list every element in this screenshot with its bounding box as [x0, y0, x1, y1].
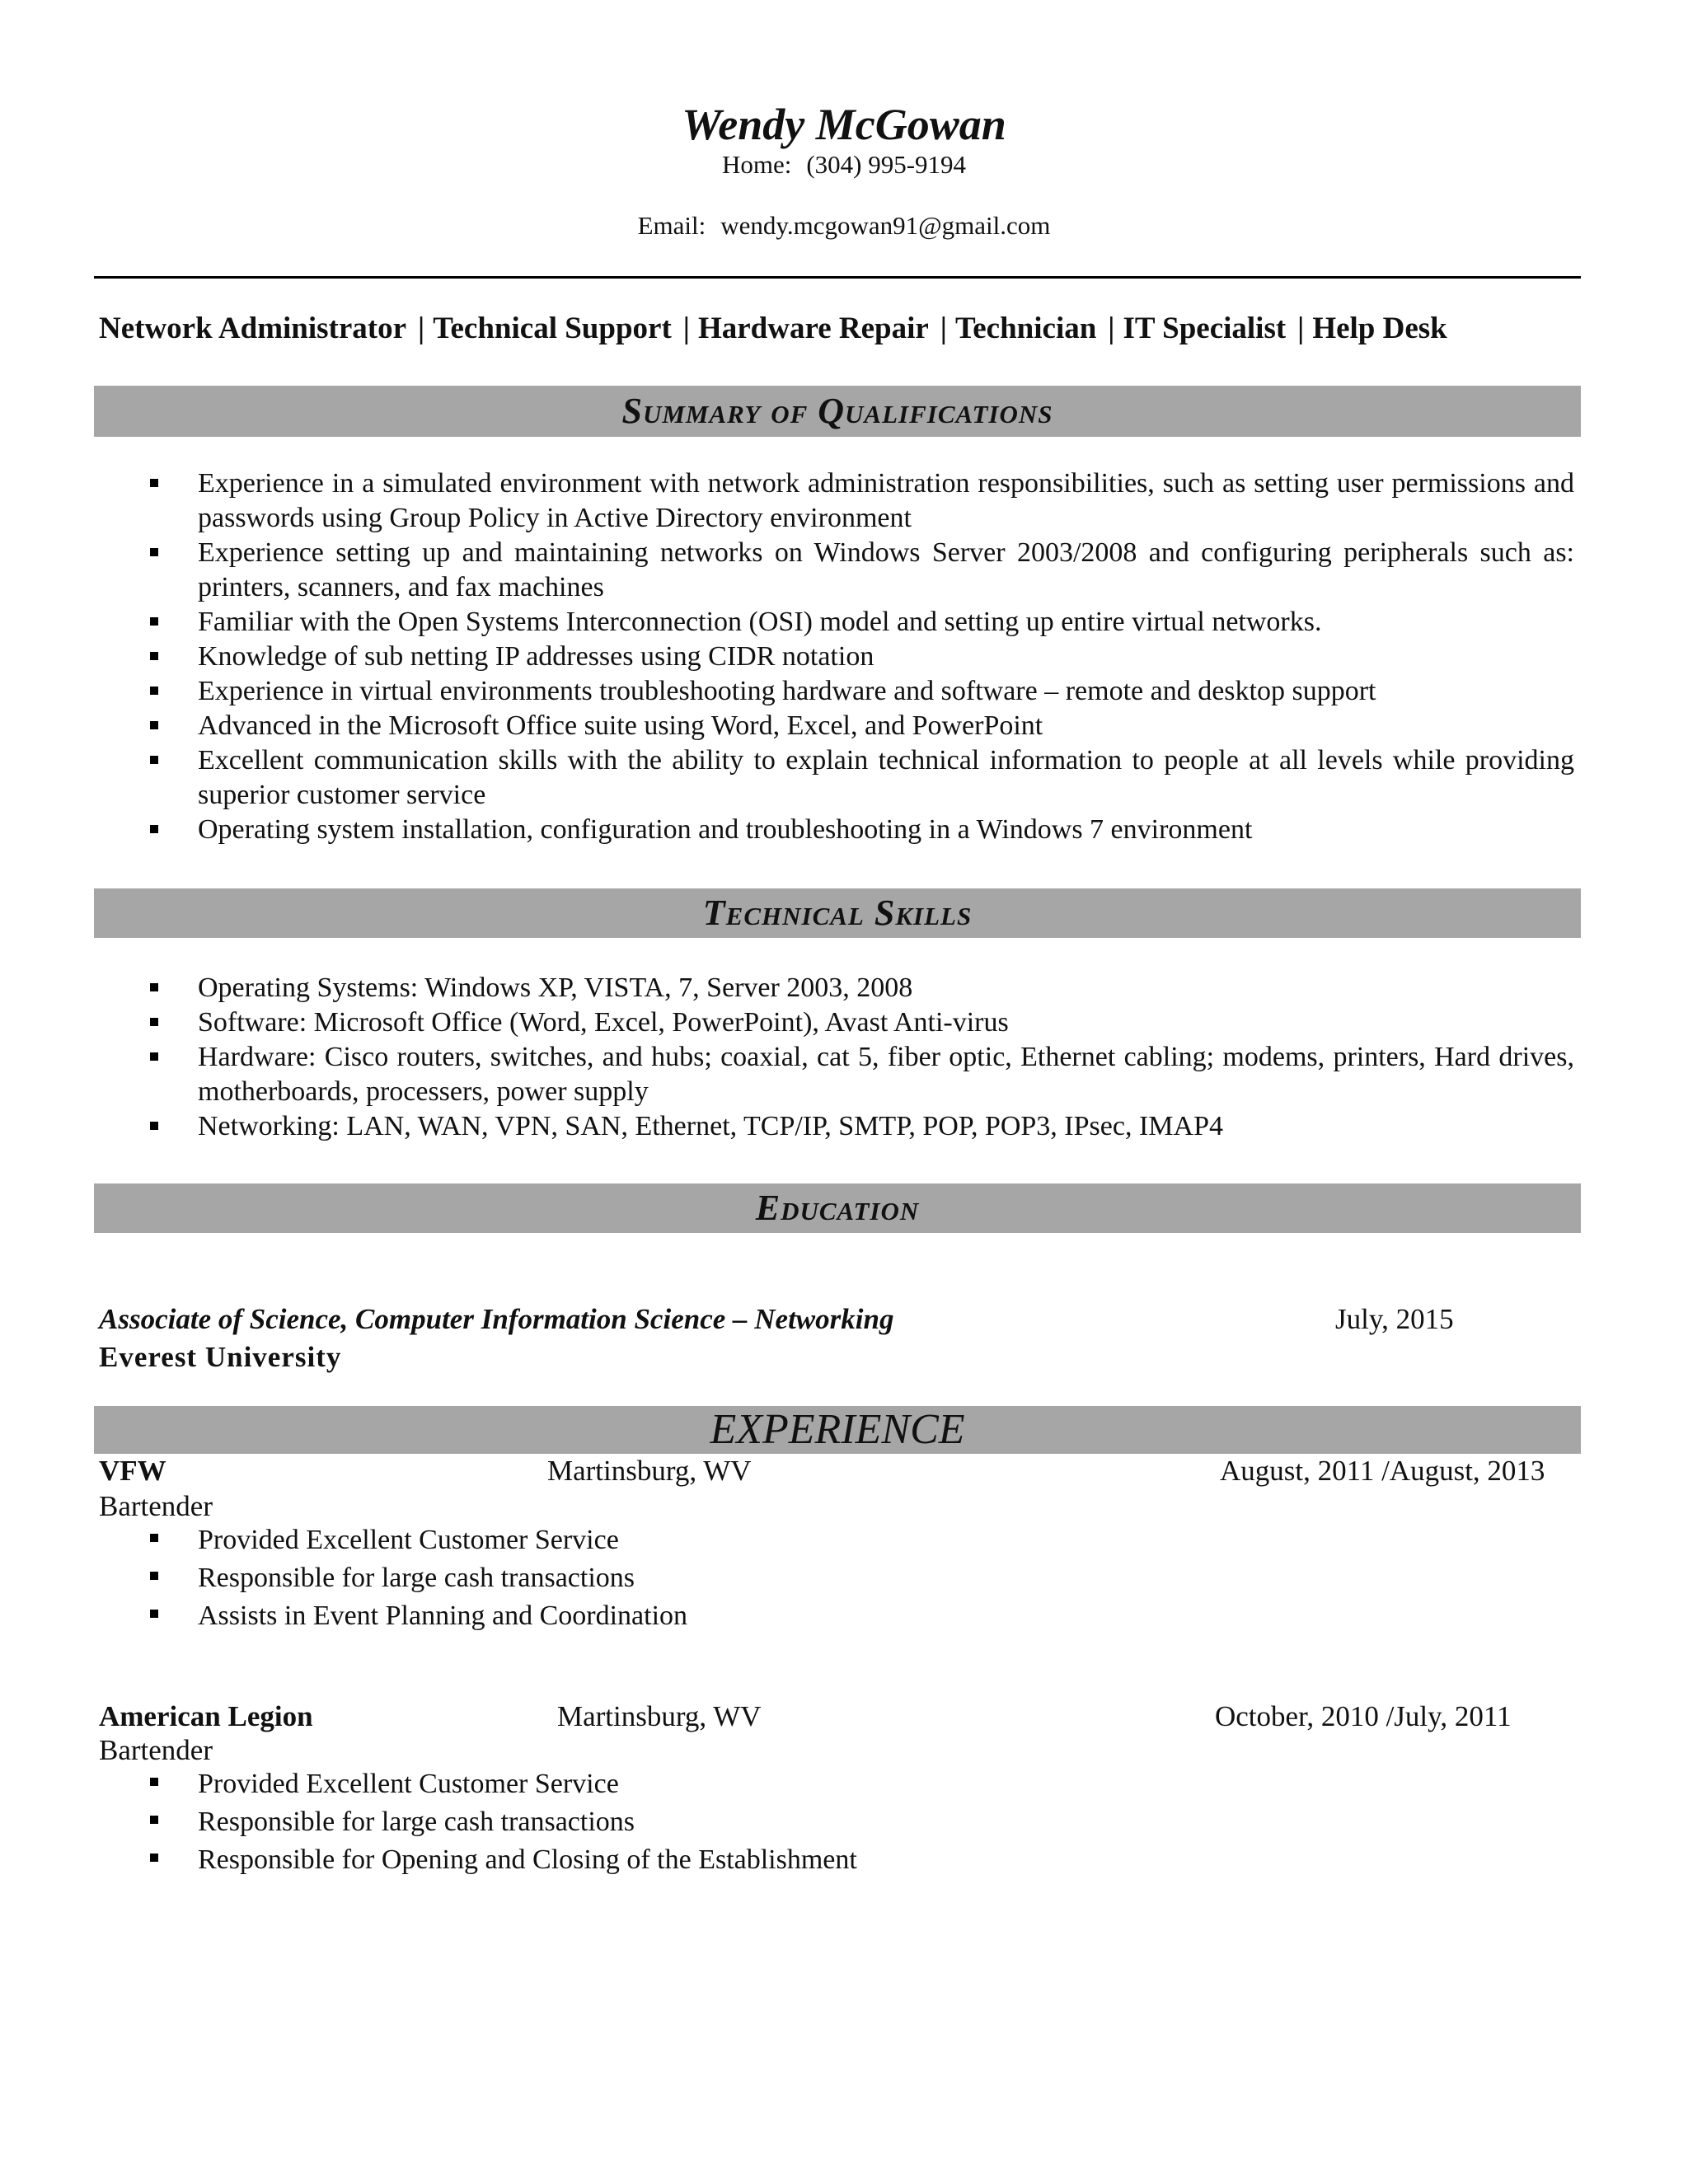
list-item: Operating system installation, configuration and troubleshooting in a Windows 7 environment — [99, 813, 1574, 847]
education-school: Everest University — [99, 1341, 342, 1373]
job-duties-list — [99, 1521, 1574, 1635]
title-separator: | — [1108, 312, 1115, 345]
job-duties-list — [99, 1765, 1574, 1879]
list-item: Advanced in the Microsoft Office suite using Word, Excel, and PowerPoint — [99, 709, 1574, 743]
list-item: Experience in virtual environments troubleshooting hardware and software – remote and desktop support — [99, 674, 1574, 709]
list-item: Hardware: Cisco routers, switches, and hubs; coaxial, cat 5, fiber optic, Ethernet cabling; modems, printers, Hard drives, motherboards, processers, power supply — [99, 1040, 1574, 1109]
square-bullet-icon — [150, 1122, 158, 1130]
job-header — [0, 1452, 1688, 1490]
list-item: Knowledge of sub netting IP addresses using CIDR notation — [99, 640, 1574, 674]
phone-label: Home: — [721, 150, 792, 179]
square-bullet-icon — [150, 1534, 158, 1542]
list-item: Experience setting up and maintaining networks on Windows Server 2003/2008 and configuring peripherals such as: printers, scanners, and fax machines — [99, 536, 1574, 605]
list-item: Assists in Event Planning and Coordination — [99, 1597, 1574, 1635]
list-item: Experience in a simulated environment with network administration responsibilities, such as setting user permissions and passwords using Group Policy in Active Directory environment — [99, 466, 1574, 536]
square-bullet-icon — [150, 687, 158, 695]
header-divider — [94, 276, 1581, 279]
list-item: Provided Excellent Customer Service — [99, 1521, 1574, 1559]
list-item: Provided Excellent Customer Service — [99, 1765, 1574, 1803]
square-bullet-icon — [150, 1816, 158, 1824]
phone-number: (304) 995-9194 — [806, 150, 967, 179]
job-dates: August, 2011 /August, 2013 — [1220, 1455, 1545, 1487]
summary-list — [99, 466, 1574, 847]
title-item: Help Desk — [1312, 312, 1447, 345]
title-item: Technical Support — [433, 312, 672, 345]
square-bullet-icon — [150, 1572, 158, 1580]
square-bullet-icon — [150, 479, 158, 487]
title-separator: | — [418, 312, 425, 345]
phone-line — [0, 148, 1688, 181]
square-bullet-icon — [150, 1610, 158, 1618]
square-bullet-icon — [150, 652, 158, 660]
square-bullet-icon — [150, 825, 158, 833]
list-item: Responsible for Opening and Closing of the Establishment — [99, 1841, 1574, 1879]
list-item: Networking: LAN, WAN, VPN, SAN, Ethernet, TCP/IP, SMTP, POP, POP3, IPsec, IMAP4 — [99, 1109, 1574, 1144]
target-titles — [99, 308, 1582, 349]
section-heading-text: Technical Skills — [702, 893, 973, 933]
square-bullet-icon — [150, 983, 158, 991]
title-item: Technician — [954, 312, 1097, 345]
section-heading-text: Education — [755, 1188, 920, 1228]
section-heading-experience — [94, 1406, 1581, 1454]
list-item: Responsible for large cash transactions — [99, 1559, 1574, 1597]
list-item: Software: Microsoft Office (Word, Excel, PowerPoint), Avast Anti-virus — [99, 1005, 1574, 1040]
list-item: Familiar with the Open Systems Interconnection (OSI) model and setting up entire virtual networks. — [99, 605, 1574, 640]
education-degree: Associate of Science, Computer Information Science – Networking — [99, 1303, 894, 1335]
square-bullet-icon — [150, 617, 158, 626]
square-bullet-icon — [150, 548, 158, 556]
list-item: Operating Systems: Windows XP, VISTA, 7, Server 2003, 2008 — [99, 971, 1574, 1005]
title-item: Network Administrator — [99, 312, 407, 345]
square-bullet-icon — [150, 756, 158, 764]
job-role: Bartender — [99, 1490, 213, 1522]
square-bullet-icon — [150, 1778, 158, 1786]
square-bullet-icon — [150, 1854, 158, 1862]
square-bullet-icon — [150, 721, 158, 729]
job-employer: VFW — [99, 1455, 166, 1487]
square-bullet-icon — [150, 1018, 158, 1026]
title-separator: | — [1297, 312, 1305, 345]
title-item: IT Specialist — [1123, 312, 1287, 345]
section-heading-education — [94, 1183, 1581, 1233]
title-item: Hardware Repair — [697, 312, 929, 345]
list-item: Excellent communication skills with the ability to explain technical information to people at all levels while providing superior customer service — [99, 743, 1574, 813]
section-heading-text: Summary of Qualifications — [621, 391, 1053, 431]
job-dates: October, 2010 /July, 2011 — [1215, 1700, 1512, 1732]
square-bullet-icon — [150, 1052, 158, 1061]
job-location: Martinsburg, WV — [557, 1700, 762, 1732]
job-role: Bartender — [99, 1734, 213, 1766]
job-location: Martinsburg, WV — [547, 1455, 752, 1487]
title-separator: | — [940, 312, 947, 345]
section-heading-text: EXPERIENCE — [710, 1406, 965, 1453]
job-employer: American Legion — [99, 1700, 313, 1732]
section-heading-summary — [94, 386, 1581, 437]
candidate-name: Wendy McGowan — [682, 100, 1006, 149]
job-header — [0, 1698, 1688, 1736]
list-item: Responsible for large cash transactions — [99, 1803, 1574, 1841]
email-address: wendy.mcgowan91@gmail.com — [720, 211, 1051, 240]
email-label: Email: — [637, 211, 706, 240]
education-date: July, 2015 — [1335, 1303, 1454, 1335]
title-separator: | — [682, 312, 690, 345]
section-heading-technical-skills — [94, 888, 1581, 938]
technical-skills-list — [99, 971, 1574, 1144]
email-line — [0, 209, 1688, 242]
